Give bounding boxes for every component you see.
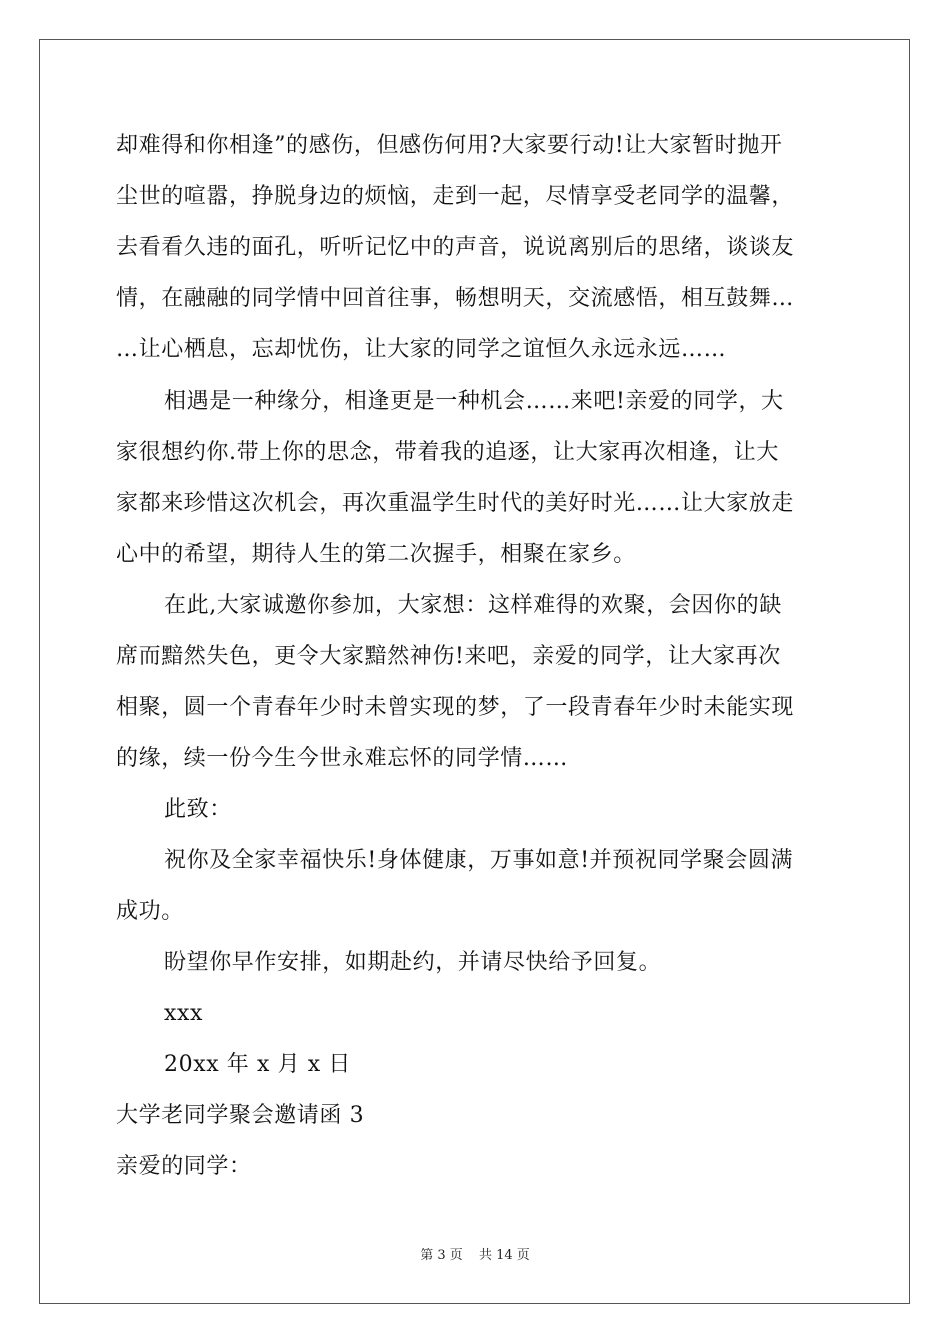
greeting: 亲爱的同学： [116, 1154, 252, 1179]
text-line: 却难得和你相逢”的感伤，但感伤何用?大家要行动!让大家暂时抛开 [116, 133, 783, 158]
text-line: 相遇是一种缘分，相逢更是一种机会……来吧!亲爱的同学，大 [164, 389, 784, 414]
page-footer [0, 1247, 950, 1265]
text-line: 相聚，圆一个青春年少时未曾实现的梦，了一段青春年少时未能实现 [116, 695, 795, 720]
text-line: 去看看久违的面孔，听听记忆中的声音，说说离别后的思绪，谈谈友 [116, 235, 795, 260]
date-line: 20xx 年 x 月 x 日 [164, 1052, 351, 1077]
section-title: 大学老同学聚会邀请函 3 [116, 1103, 365, 1128]
text-line: 席而黯然失色，更令大家黯然神伤!来吧，亲爱的同学，让大家再次 [116, 644, 781, 669]
page-total: 共 14 页 [478, 1248, 530, 1263]
page-number: 第 3 页 [420, 1248, 463, 1263]
text-line: 尘世的喧嚣，挣脱身边的烦恼，走到一起，尽情享受老同学的温馨， [116, 184, 795, 209]
text-line: 家都来珍惜这次机会，再次重温学生时代的美好时光……让大家放走 [116, 491, 795, 516]
text-line: 心中的希望，期待人生的第二次握手，相聚在家乡。 [116, 542, 636, 567]
text-line: 成功。 [116, 899, 184, 924]
text-line: 的缘，续一份今生今世永难忘怀的同学情…… [116, 746, 569, 771]
signature: xxx [164, 1001, 204, 1026]
text-line: 祝你及全家幸福快乐!身体健康，万事如意!并预祝同学聚会圆满 [164, 848, 794, 873]
closing-salutation: 此致： [164, 797, 232, 822]
text-line: 在此,大家诚邀你参加，大家想：这样难得的欢聚，会因你的缺 [164, 593, 782, 618]
text-line: 盼望你早作安排，如期赴约，并请尽快给予回复。 [164, 950, 662, 975]
text-line: 情，在融融的同学情中回首往事，畅想明天，交流感悟，相互鼓舞… [116, 286, 795, 311]
text-line: 家很想约你.带上你的思念，带着我的追逐，让大家再次相逢，让大 [116, 440, 779, 465]
text-line: …让心栖息，忘却忧伤，让大家的同学之谊恒久永远永远…… [116, 337, 727, 362]
